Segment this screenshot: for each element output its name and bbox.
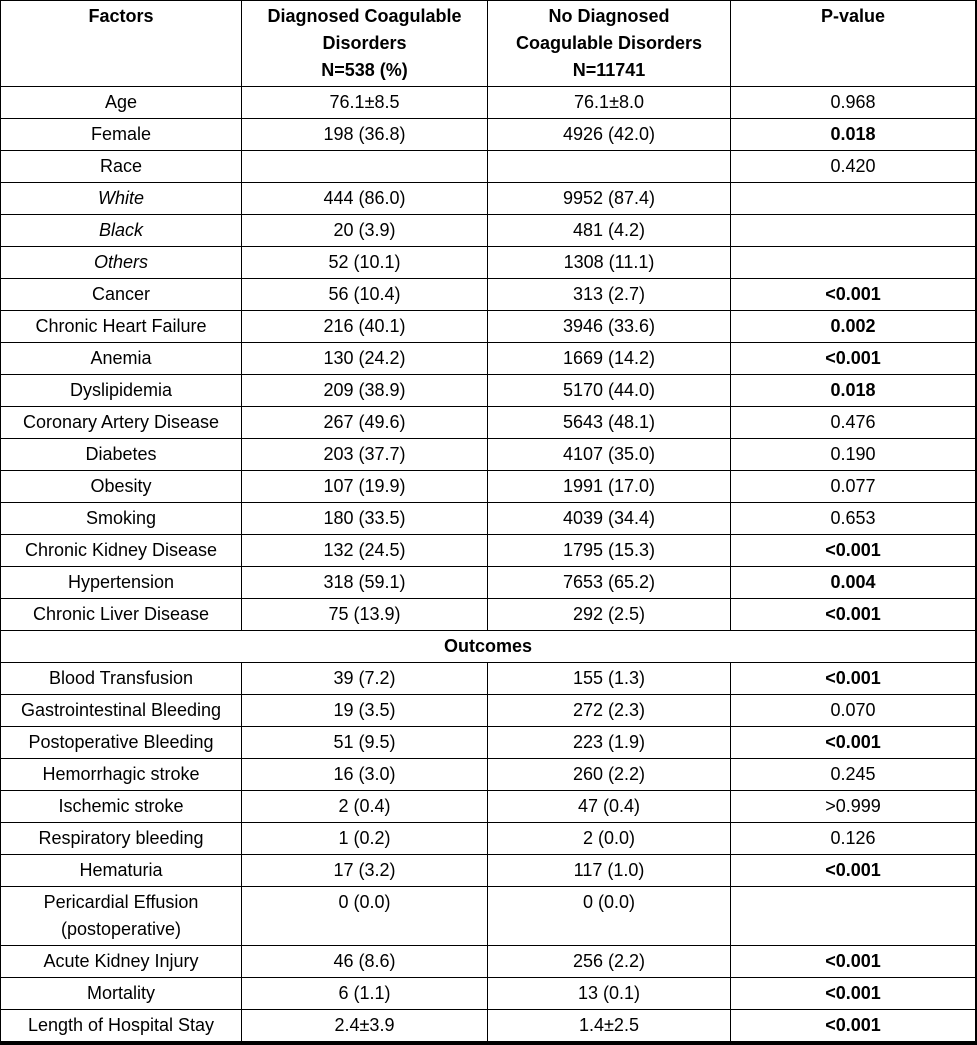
- diagnosed-cell: 318 (59.1): [242, 567, 488, 599]
- table-row: [1, 503, 976, 535]
- header-pvalue: P-value: [731, 1, 976, 87]
- no-diagnosed-cell: 13 (0.1): [488, 978, 731, 1010]
- table-row: [1, 183, 976, 215]
- pvalue-cell: [731, 215, 976, 247]
- diagnosed-cell: 56 (10.4): [242, 279, 488, 311]
- table-row: [1, 1010, 976, 1042]
- factor-cell: Acute Kidney Injury: [1, 946, 242, 978]
- factor-cell: Race: [1, 151, 242, 183]
- diagnosed-cell: 19 (3.5): [242, 695, 488, 727]
- table-row: [1, 727, 976, 759]
- header-factors: Factors: [1, 1, 242, 87]
- pvalue-cell: >0.999: [731, 791, 976, 823]
- diagnosed-cell: 267 (49.6): [242, 407, 488, 439]
- diagnosed-cell: 209 (38.9): [242, 375, 488, 407]
- factor-cell: Cancer: [1, 279, 242, 311]
- table-row: [1, 887, 976, 946]
- no-diagnosed-cell: 223 (1.9): [488, 727, 731, 759]
- no-diagnosed-cell: [488, 151, 731, 183]
- no-diagnosed-cell: 1991 (17.0): [488, 471, 731, 503]
- table-row: [1, 119, 976, 151]
- factor-cell: Others: [1, 247, 242, 279]
- pvalue-cell: <0.001: [731, 1010, 976, 1042]
- pvalue-cell: 0.018: [731, 375, 976, 407]
- header-nodiag-line3: N=11741: [572, 60, 646, 80]
- diagnosed-cell: 16 (3.0): [242, 759, 488, 791]
- factor-cell: Hemorrhagic stroke: [1, 759, 242, 791]
- diagnosed-cell: 52 (10.1): [242, 247, 488, 279]
- diagnosed-cell: 107 (19.9): [242, 471, 488, 503]
- no-diagnosed-cell: 481 (4.2): [488, 215, 731, 247]
- diagnosed-cell: 46 (8.6): [242, 946, 488, 978]
- pvalue-cell: 0.190: [731, 439, 976, 471]
- table-row: [1, 791, 976, 823]
- no-diagnosed-cell: 7653 (65.2): [488, 567, 731, 599]
- diagnosed-cell: 198 (36.8): [242, 119, 488, 151]
- diagnosed-cell: 2.4±3.9: [242, 1010, 488, 1042]
- table-row: [1, 407, 976, 439]
- header-diagnosed-line2: Disorders: [322, 33, 407, 53]
- diagnosed-cell: 203 (37.7): [242, 439, 488, 471]
- header-nodiag-line2: Coagulable Disorders: [515, 33, 703, 53]
- no-diagnosed-cell: 47 (0.4): [488, 791, 731, 823]
- pvalue-cell: 0.002: [731, 311, 976, 343]
- no-diagnosed-cell: 4107 (35.0): [488, 439, 731, 471]
- table-row: [1, 215, 976, 247]
- table-row: [1, 375, 976, 407]
- pvalue-cell: <0.001: [731, 599, 976, 631]
- factor-cell: Pericardial Effusion (postoperative): [1, 887, 242, 946]
- no-diagnosed-cell: 260 (2.2): [488, 759, 731, 791]
- table-row: [1, 663, 976, 695]
- factor-cell: Coronary Artery Disease: [1, 407, 242, 439]
- factor-cell: Hematuria: [1, 855, 242, 887]
- pvalue-cell: 0.245: [731, 759, 976, 791]
- factor-cell: Age: [1, 87, 242, 119]
- no-diagnosed-cell: 4926 (42.0): [488, 119, 731, 151]
- factor-cell: Obesity: [1, 471, 242, 503]
- diagnosed-cell: 17 (3.2): [242, 855, 488, 887]
- diagnosed-cell: 76.1±8.5: [242, 87, 488, 119]
- no-diagnosed-cell: 76.1±8.0: [488, 87, 731, 119]
- factor-cell: Black: [1, 215, 242, 247]
- table-row: [1, 978, 976, 1010]
- no-diagnosed-cell: 0 (0.0): [488, 887, 731, 946]
- outcomes-header-row: [1, 631, 976, 663]
- factor-cell: Length of Hospital Stay: [1, 1010, 242, 1042]
- factor-cell: Chronic Kidney Disease: [1, 535, 242, 567]
- no-diagnosed-cell: 1.4±2.5: [488, 1010, 731, 1042]
- pvalue-cell: 0.070: [731, 695, 976, 727]
- no-diagnosed-cell: 3946 (33.6): [488, 311, 731, 343]
- factor-cell: Respiratory bleeding: [1, 823, 242, 855]
- table-row: [1, 823, 976, 855]
- factor-cell: Diabetes: [1, 439, 242, 471]
- pvalue-cell: <0.001: [731, 279, 976, 311]
- pvalue-cell: 0.968: [731, 87, 976, 119]
- table-row: [1, 946, 976, 978]
- table-row: [1, 343, 976, 375]
- pvalue-cell: 0.126: [731, 823, 976, 855]
- factor-cell: Chronic Heart Failure: [1, 311, 242, 343]
- no-diagnosed-cell: 117 (1.0): [488, 855, 731, 887]
- pvalue-cell: <0.001: [731, 855, 976, 887]
- header-diagnosed: [242, 1, 488, 87]
- pvalue-cell: 0.476: [731, 407, 976, 439]
- table-row: [1, 695, 976, 727]
- table-row: [1, 279, 976, 311]
- outcomes-section: [1, 631, 976, 663]
- diagnosed-cell: 130 (24.2): [242, 343, 488, 375]
- header-nodiag-line1: No Diagnosed: [548, 6, 670, 26]
- diagnosed-cell: 180 (33.5): [242, 503, 488, 535]
- table-row: [1, 247, 976, 279]
- no-diagnosed-cell: 292 (2.5): [488, 599, 731, 631]
- no-diagnosed-cell: 5170 (44.0): [488, 375, 731, 407]
- factor-cell: Dyslipidemia: [1, 375, 242, 407]
- table-row: [1, 311, 976, 343]
- no-diagnosed-cell: 2 (0.0): [488, 823, 731, 855]
- no-diagnosed-cell: 1308 (11.1): [488, 247, 731, 279]
- factor-cell: Postoperative Bleeding: [1, 727, 242, 759]
- factor-cell: Blood Transfusion: [1, 663, 242, 695]
- table-row: [1, 87, 976, 119]
- table-row: [1, 471, 976, 503]
- table-row: [1, 567, 976, 599]
- table-row: [1, 599, 976, 631]
- no-diagnosed-cell: 1669 (14.2): [488, 343, 731, 375]
- no-diagnosed-cell: 4039 (34.4): [488, 503, 731, 535]
- table-row: [1, 151, 976, 183]
- factor-cell: Gastrointestinal Bleeding: [1, 695, 242, 727]
- no-diagnosed-cell: 5643 (48.1): [488, 407, 731, 439]
- outcomes-label: Outcomes: [1, 631, 976, 663]
- pvalue-cell: 0.077: [731, 471, 976, 503]
- factor-cell: Female: [1, 119, 242, 151]
- pvalue-cell: [731, 887, 976, 946]
- factor-cell: Chronic Liver Disease: [1, 599, 242, 631]
- factor-cell: Anemia: [1, 343, 242, 375]
- no-diagnosed-cell: 9952 (87.4): [488, 183, 731, 215]
- diagnosed-cell: 6 (1.1): [242, 978, 488, 1010]
- pvalue-cell: <0.001: [731, 343, 976, 375]
- pvalue-cell: <0.001: [731, 535, 976, 567]
- diagnosed-cell: 132 (24.5): [242, 535, 488, 567]
- header-no-diagnosed: [488, 1, 731, 87]
- diagnosed-cell: 39 (7.2): [242, 663, 488, 695]
- no-diagnosed-cell: 313 (2.7): [488, 279, 731, 311]
- header-diagnosed-line3: N=538 (%): [321, 60, 408, 80]
- table-row: [1, 855, 976, 887]
- pvalue-cell: 0.653: [731, 503, 976, 535]
- diagnosed-cell: 1 (0.2): [242, 823, 488, 855]
- factors-body: [1, 87, 976, 631]
- factor-cell: Hypertension: [1, 567, 242, 599]
- table-row: [1, 439, 976, 471]
- factor-cell: White: [1, 183, 242, 215]
- header-diagnosed-line1: Diagnosed Coagulable: [267, 6, 462, 26]
- diagnosed-cell: 444 (86.0): [242, 183, 488, 215]
- table-row: [1, 759, 976, 791]
- pvalue-cell: <0.001: [731, 663, 976, 695]
- pvalue-cell: 0.004: [731, 567, 976, 599]
- outcomes-body: [1, 663, 976, 1042]
- no-diagnosed-cell: 1795 (15.3): [488, 535, 731, 567]
- pvalue-cell: 0.420: [731, 151, 976, 183]
- factor-cell: Ischemic stroke: [1, 791, 242, 823]
- diagnosed-cell: 75 (13.9): [242, 599, 488, 631]
- no-diagnosed-cell: 155 (1.3): [488, 663, 731, 695]
- diagnosed-cell: [242, 151, 488, 183]
- pvalue-cell: 0.018: [731, 119, 976, 151]
- diagnosed-cell: 0 (0.0): [242, 887, 488, 946]
- no-diagnosed-cell: 272 (2.3): [488, 695, 731, 727]
- pvalue-cell: [731, 183, 976, 215]
- factor-cell: Smoking: [1, 503, 242, 535]
- factor-cell: Mortality: [1, 978, 242, 1010]
- pvalue-cell: <0.001: [731, 727, 976, 759]
- diagnosed-cell: 216 (40.1): [242, 311, 488, 343]
- no-diagnosed-cell: 256 (2.2): [488, 946, 731, 978]
- header-row: [1, 1, 976, 87]
- pvalue-cell: [731, 247, 976, 279]
- pvalue-cell: <0.001: [731, 946, 976, 978]
- diagnosed-cell: 51 (9.5): [242, 727, 488, 759]
- pvalue-cell: <0.001: [731, 978, 976, 1010]
- diagnosed-cell: 20 (3.9): [242, 215, 488, 247]
- table-row: [1, 535, 976, 567]
- diagnosed-cell: 2 (0.4): [242, 791, 488, 823]
